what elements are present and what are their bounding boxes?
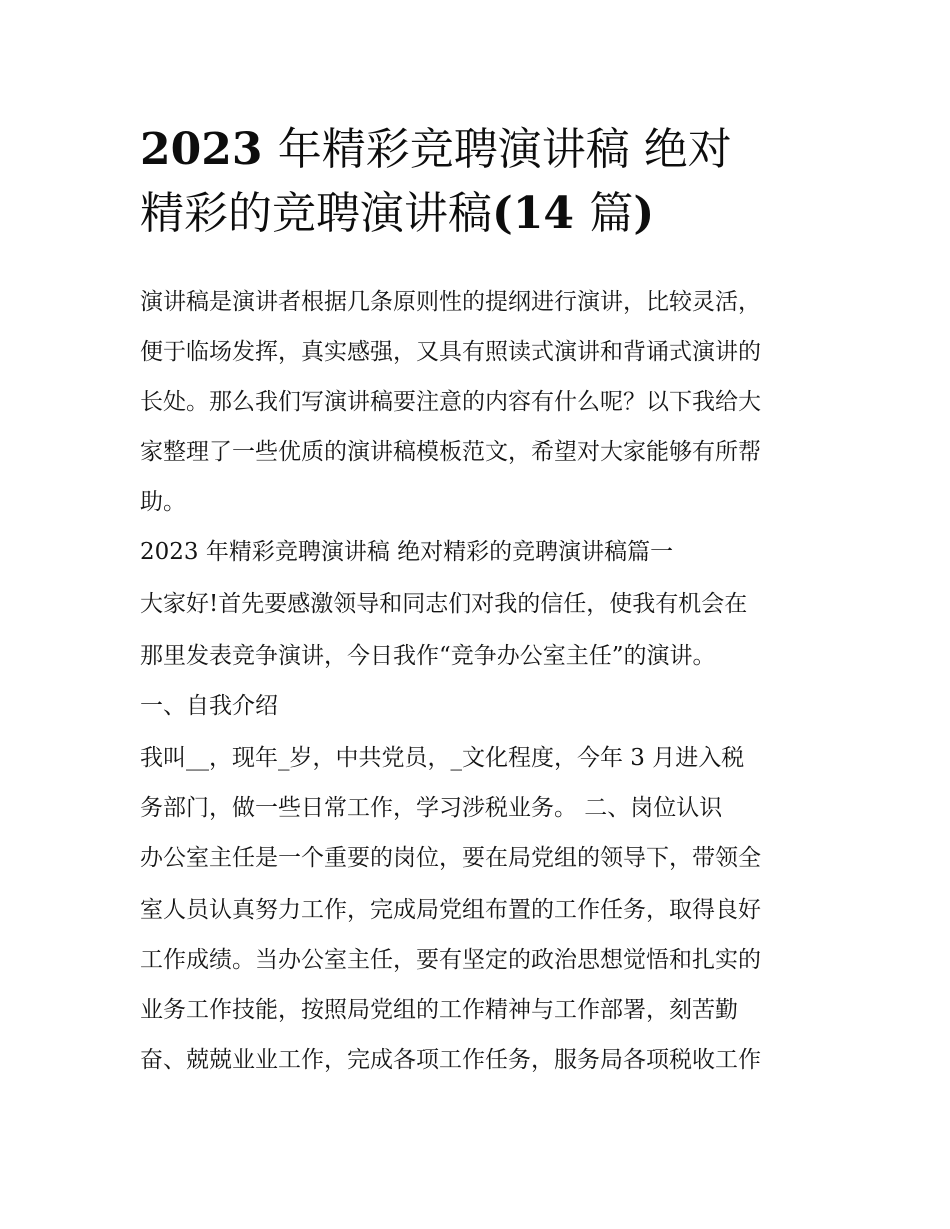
title-line-1 <box>140 118 820 182</box>
subsection-heading: 一、自我介绍 <box>140 693 278 719</box>
body-line: 助。 <box>140 489 186 515</box>
title-year: 2023 <box>140 124 263 175</box>
body-line: 我叫__，现年_岁，中共党员，_文化程度，今年 3 月进入税 <box>140 745 745 771</box>
body-line: 办公室主任是一个重要的岗位，要在局党组的领导下，带领全 <box>140 845 761 871</box>
title-line-2 <box>140 182 820 246</box>
body-line: 家整理了一些优质的演讲稿模板范文，希望对大家能够有所帮 <box>140 439 761 465</box>
body-line: 务部门，做一些日常工作，学习涉税业务。 二、岗位认识 <box>140 795 723 821</box>
title-close-paren: ) <box>633 188 655 239</box>
body-line: 业务工作技能，按照局党组的工作精神与工作部署，刻苦勤 <box>140 997 738 1023</box>
body-line: 长处。那么我们写演讲稿要注意的内容有什么呢？以下我给大 <box>140 389 761 415</box>
body-line: 那里发表竞争演讲，今日我作“竞争办公室主任”的演讲。 <box>140 643 716 669</box>
body-line: 工作成绩。当办公室主任，要有坚定的政治思想觉悟和扎实的 <box>140 947 761 973</box>
body-line: 室人员认真努力工作，完成局党组布置的工作任务，取得良好 <box>140 897 761 923</box>
body-line: 演讲稿是演讲者根据几条原则性的提纲进行演讲，比较灵活， <box>140 289 761 315</box>
title-line-2-text: 精彩的竞聘演讲稿 <box>140 188 492 239</box>
title-line-1-text: 年精彩竞聘演讲稿 绝对 <box>277 124 732 175</box>
body-line: 大家好!首先要感激领导和同志们对我的信任，使我有机会在 <box>140 591 748 617</box>
document-title <box>140 118 820 246</box>
title-count: (14 <box>492 188 575 239</box>
section-heading: 2023 年精彩竞聘演讲稿 绝对精彩的竞聘演讲稿篇一 <box>140 539 674 565</box>
body-line: 便于临场发挥，真实感强，又具有照读式演讲和背诵式演讲的 <box>140 339 761 365</box>
title-count-unit: 篇 <box>589 188 634 239</box>
body-line: 奋、兢兢业业工作，完成各项工作任务，服务局各项税收工作 <box>140 1047 761 1073</box>
